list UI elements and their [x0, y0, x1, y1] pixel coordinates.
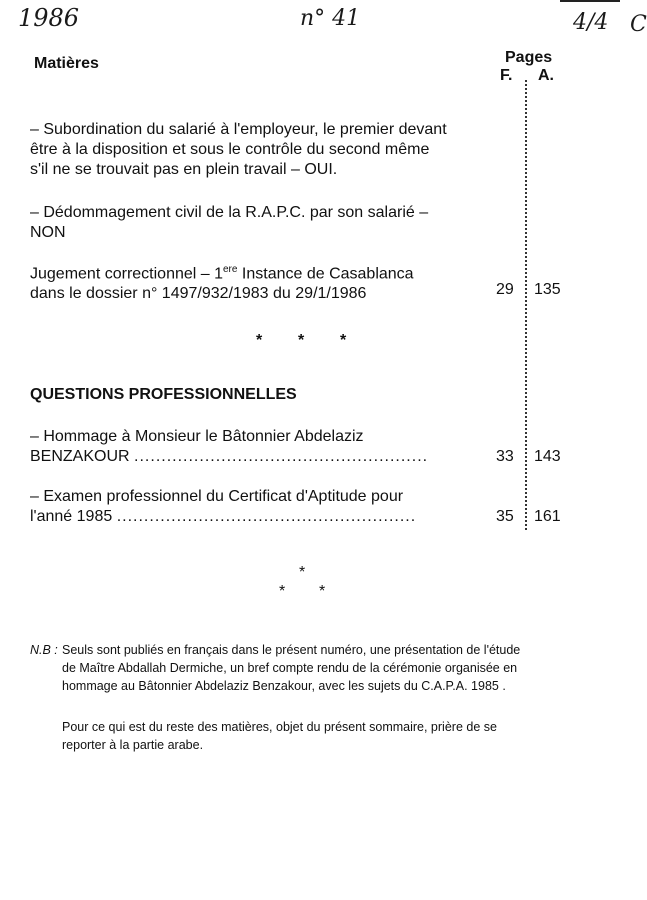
note-label: N.B :	[30, 643, 58, 657]
entry-jugement	[30, 260, 414, 304]
entry-line: – Subordination du salarié à l'employeur, le premier devant	[30, 121, 447, 138]
handwritten-year: 1986	[18, 4, 80, 32]
asterism-star: *	[319, 583, 326, 600]
handwritten-edge: C	[630, 12, 647, 37]
entry-line: être à la disposition et sous le contrôle du second même	[30, 141, 430, 158]
page-a-hommage: 143	[534, 448, 561, 465]
entry-line	[30, 260, 414, 284]
section-title: QUESTIONS PROFESSIONNELLES	[30, 386, 297, 403]
entry-line: – Hommage à Monsieur le Bâtonnier Abdelaziz	[30, 428, 364, 445]
entry-line: dans le dossier n° 1497/932/1983 du 29/1/1986	[30, 285, 367, 303]
examen-year: l'anné 1985	[30, 508, 113, 525]
note-line: de Maître Abdallah Dermiche, un bref compte rendu de la cérémonie organisée en	[62, 661, 518, 675]
entry-line	[30, 447, 480, 467]
jugement-text-b: Instance de Casablanca	[237, 265, 414, 283]
handwritten-page-ref: 4/4	[573, 10, 609, 35]
matieres-heading: Matières	[34, 55, 99, 72]
dot-leader: .......................................................	[116, 508, 417, 525]
entry-line	[30, 507, 480, 527]
note-line: reporter à la partie arabe.	[62, 738, 204, 752]
entry-line: – Examen professionnel du Certificat d'Aptitude pour	[30, 488, 404, 505]
asterism-star: *	[299, 564, 306, 581]
page-f-hommage: 33	[496, 448, 514, 465]
entry-line: NON	[30, 224, 66, 241]
note-paragraph-2	[62, 718, 497, 754]
entry-hommage	[30, 427, 480, 467]
handwritten-number: n° 41	[300, 6, 361, 31]
entry-dedommagement	[30, 203, 428, 243]
note-line: Pour ce qui est du reste des matières, objet du présent sommaire, prière de se	[62, 720, 497, 734]
page-a-jugement: 135	[534, 281, 561, 298]
note-line: hommage au Bâtonnier Abdelaziz Benzakour, avec les sujets du C.A.P.A. 1985 .	[62, 679, 506, 693]
superscript-ere: ere	[223, 264, 238, 275]
entry-subordination	[30, 120, 447, 180]
page-f-jugement: 29	[496, 281, 514, 298]
hommage-name: BENZAKOUR	[30, 448, 130, 465]
jugement-text-a: Jugement correctionnel – 1	[30, 265, 223, 283]
page-a-examen: 161	[534, 508, 561, 525]
entry-line: – Dédommagement civil de la R.A.P.C. par son salarié –	[30, 204, 429, 221]
separator-star: *	[298, 332, 305, 349]
pages-heading: Pages	[505, 49, 553, 66]
note-line: Seuls sont publiés en français dans le présent numéro, une présentation de l'étude	[62, 643, 521, 657]
column-f-heading: F.	[500, 67, 513, 84]
entry-examen	[30, 487, 480, 527]
asterism-star: *	[279, 583, 286, 600]
column-a-heading: A.	[538, 67, 554, 84]
entry-line: s'il ne se trouvait pas en plein travail – OUI.	[30, 161, 338, 178]
dot-leader: ......................................................	[134, 448, 429, 465]
page-f-examen: 35	[496, 508, 514, 525]
page-column-divider	[525, 80, 527, 530]
note-paragraph-1	[62, 641, 520, 695]
separator-star: *	[256, 332, 263, 349]
top-edge-mark	[560, 0, 620, 2]
separator-star: *	[340, 332, 347, 349]
